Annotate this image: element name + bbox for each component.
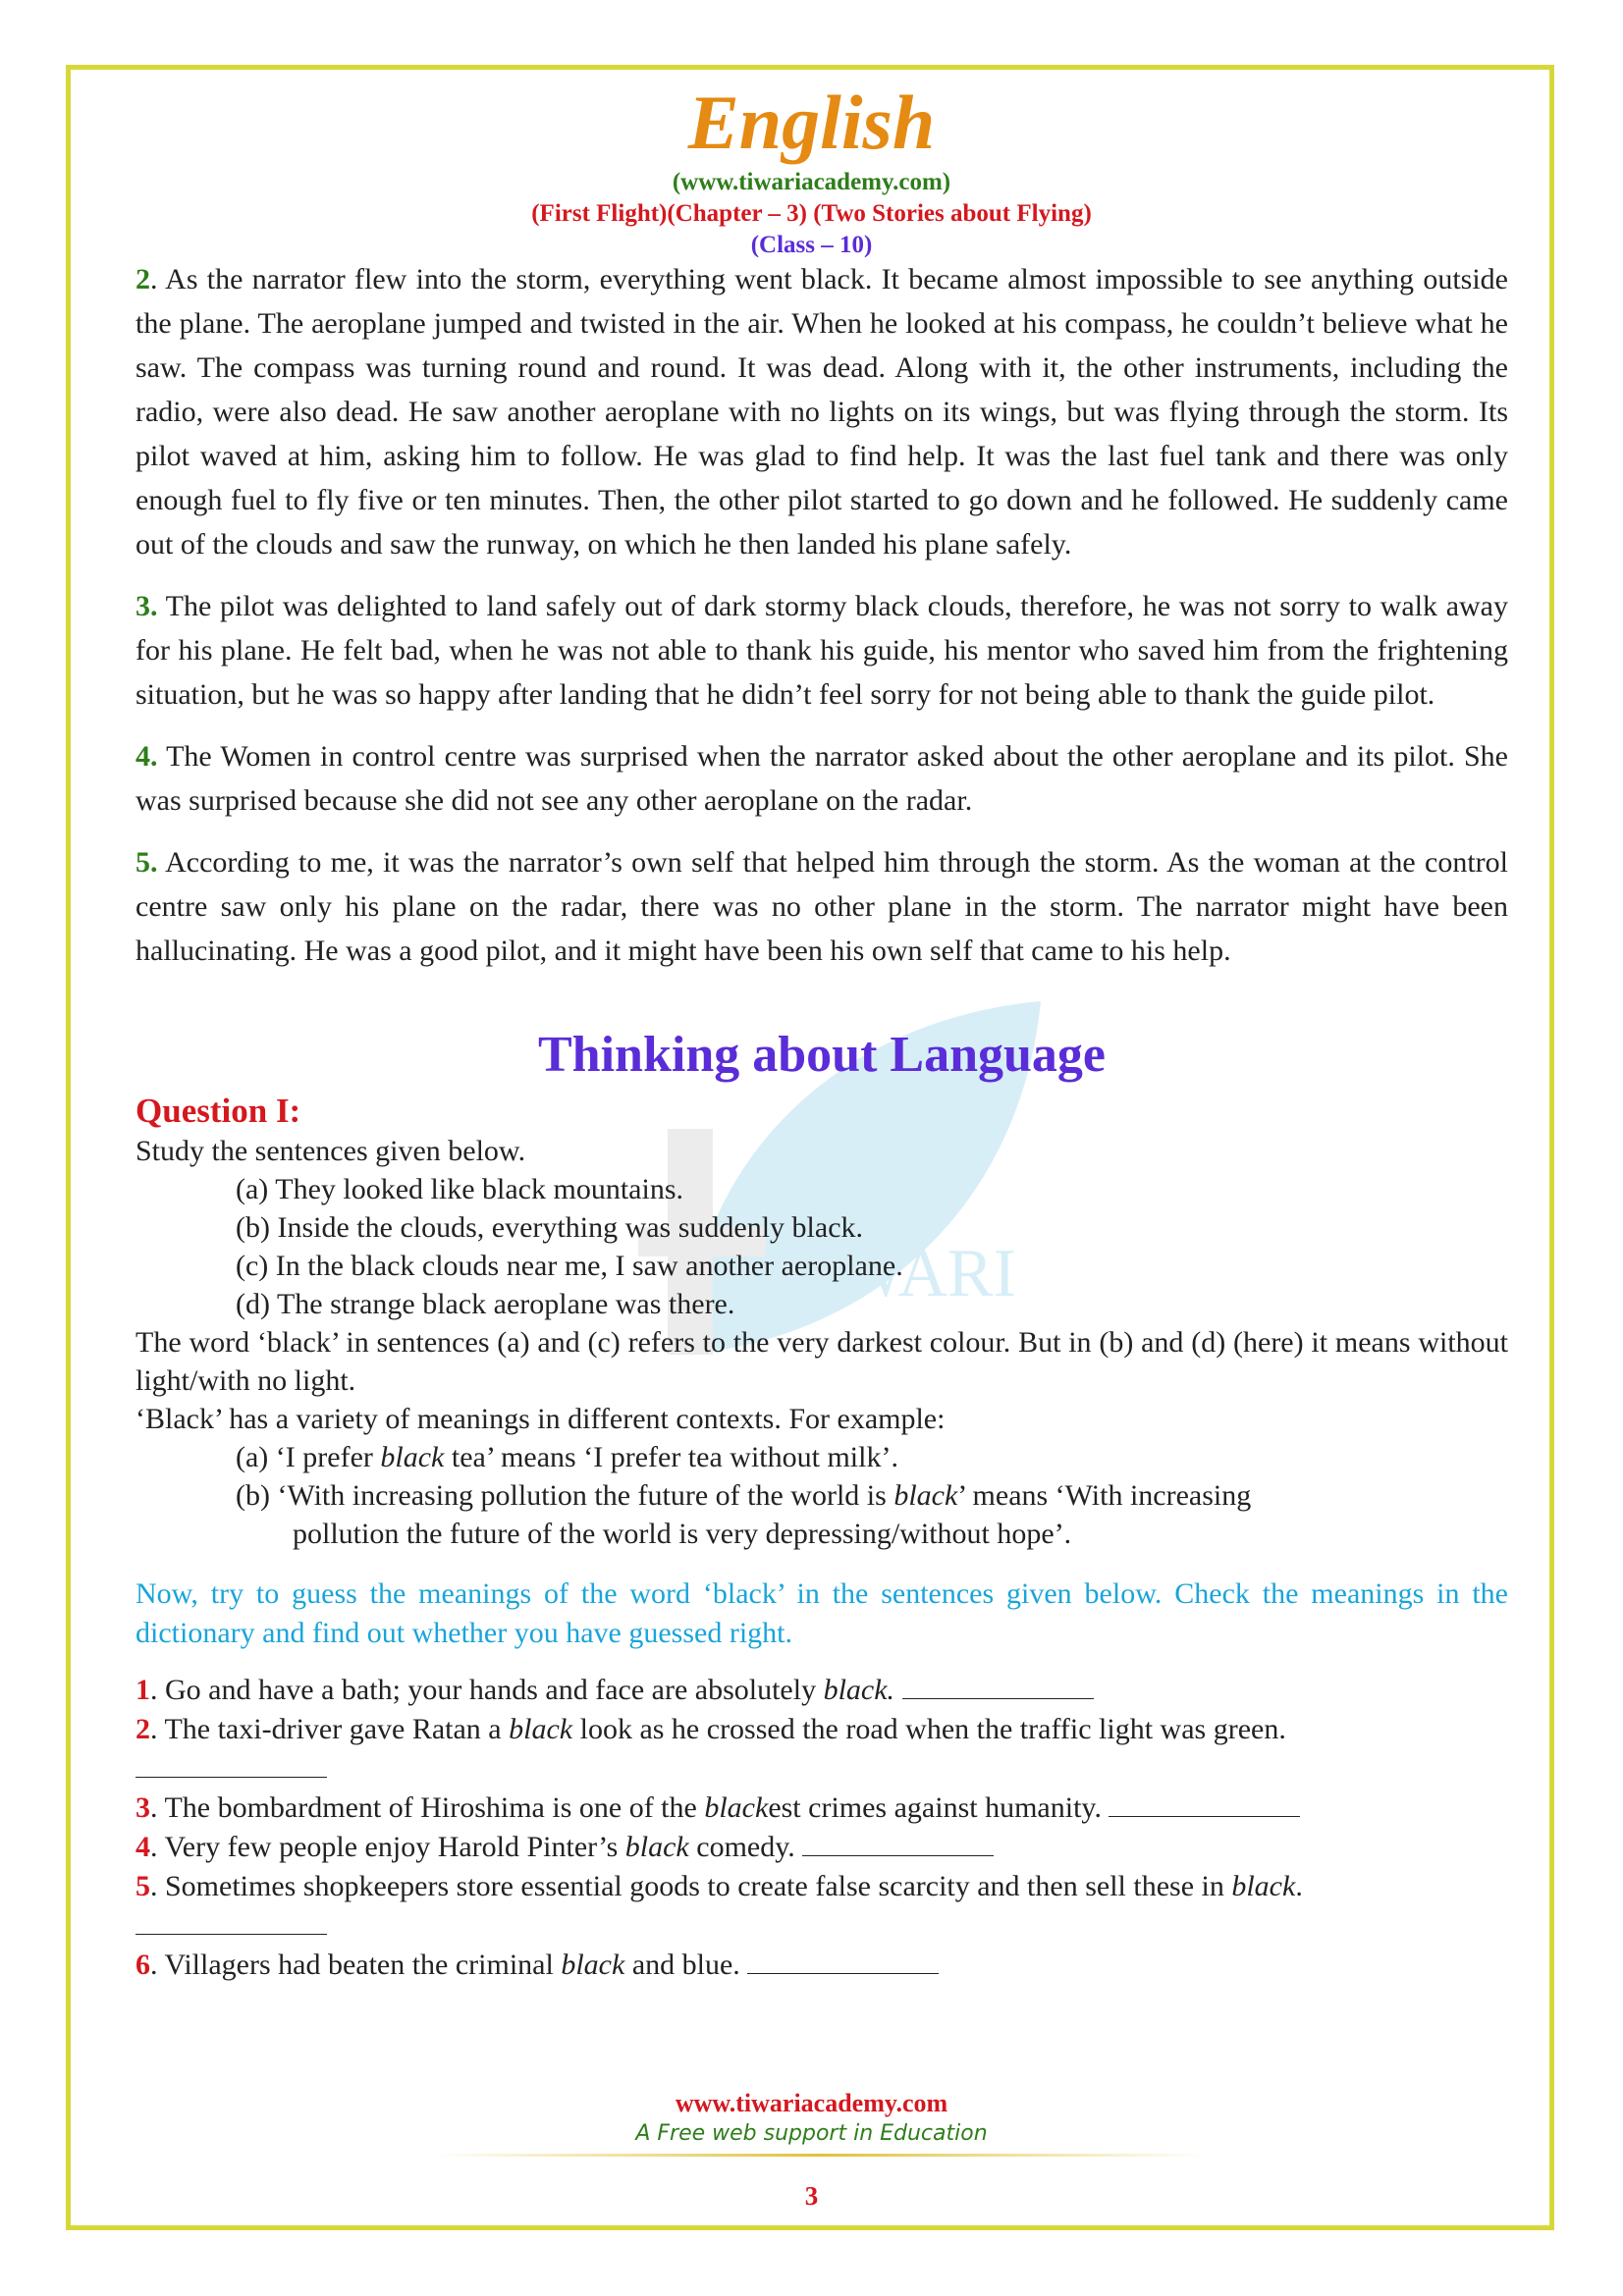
answer-blank[interactable]	[135, 1906, 327, 1935]
answer-number: 2	[135, 263, 150, 295]
question-title: Question I:	[135, 1092, 301, 1130]
answer-text: The Women in control centre was surprised when the narrator asked about the other aeroplane and its pilot. She was surprised because she did not see any other aeroplane on the radar.	[135, 740, 1508, 817]
answer-blank[interactable]	[802, 1828, 994, 1856]
page-footer	[0, 2088, 1623, 2149]
explanation-text: The word ‘black’ in sentences (a) and (c) refers to the very darkest colour. But in (b) and (d) (here) it means without light/with no light.	[135, 1326, 1508, 1397]
variety-intro: ‘Black’ has a variety of meanings in different contexts. For example:	[135, 1403, 946, 1435]
answer-text: The pilot was delighted to land safely out of dark stormy black clouds, therefore, he was not sorry to walk away for his plane. He felt bad, when he was not able to thank his guide, his mentor who saved him from the frightening situation, but he was so happy after landing that he didn’t feel sorry for not being able to thank the guide pilot.	[135, 590, 1508, 711]
header-site-link[interactable]: (www.tiwariacademy.com)	[672, 169, 951, 195]
answer-text: According to me, it was the narrator’s own self that helped him through the storm. As the woman at the control centre saw only his plane on the radar, there was no other plane in the storm. The narrator might have been hallucinating. He was a good pilot, and it might have been his own self that came to his help.	[135, 846, 1508, 967]
answer-paragraph	[135, 257, 1508, 566]
answer-blank[interactable]	[902, 1671, 1094, 1699]
example-b: (b) ‘With increasing pollution the future of the world is black’ means ‘With increasing pollution the future of the world is very depressing/without hope’.	[236, 1479, 1252, 1550]
answer-blank[interactable]	[135, 1749, 327, 1778]
class-label: (Class – 10)	[750, 232, 873, 258]
footer-divider	[432, 2154, 1208, 2157]
section-title: Thinking about Language	[537, 1027, 1107, 1083]
answer-paragraph	[135, 734, 1508, 823]
answer-blank[interactable]	[1109, 1789, 1300, 1817]
study-sentence: (d) The strange black aeroplane was there.	[236, 1288, 735, 1320]
study-sentence: (b) Inside the clouds, everything was suddenly black.	[236, 1211, 864, 1244]
page-content	[135, 257, 1508, 1985]
answer-paragraph	[135, 840, 1508, 973]
instruction-text: Now, try to guess the meanings of the word ‘black’ in the sentences given below. Check the meanings in the dictionary and find out whether you have guessed right.	[135, 1577, 1508, 1649]
study-sentence: (a) They looked like black mountains.	[236, 1173, 683, 1205]
study-sentence: (c) In the black clouds near me, I saw another aeroplane.	[236, 1250, 903, 1282]
chapter-label: (First Flight)(Chapter – 3) (Two Stories about Flying)	[531, 200, 1092, 227]
example-a: (a) ‘I prefer black tea’ means ‘I prefer tea without milk’.	[236, 1441, 898, 1473]
footer-tagline: A Free web support in Education	[635, 2121, 988, 2146]
page-title: English	[687, 80, 936, 165]
page-header	[0, 79, 1623, 261]
watermark-text: TIWARI	[776, 1236, 1016, 1311]
answer-number: 3.	[135, 590, 158, 622]
answer-blank[interactable]	[747, 1946, 939, 1974]
answer-number: 5.	[135, 846, 158, 879]
exercise-item: 5. Sometimes shopkeepers store essential goods to create false scarcity and then sell these in black.	[135, 1867, 1508, 1946]
exercise-item: 2. The taxi-driver gave Ratan a black look as he crossed the road when the traffic light was green.	[135, 1710, 1508, 1789]
page-number: 3	[804, 2181, 819, 2211]
exercise-item: 1. Go and have a bath; your hands and face are absolutely black.	[135, 1671, 1508, 1710]
exercise-item: 3. The bombardment of Hiroshima is one of the blackest crimes against humanity.	[135, 1789, 1508, 1828]
footer-site-link[interactable]: www.tiwariacademy.com	[675, 2089, 948, 2117]
exercise-item: 6. Villagers had beaten the criminal black and blue.	[135, 1946, 1508, 1985]
exercise-item: 4. Very few people enjoy Harold Pinter’s black comedy.	[135, 1828, 1508, 1867]
answer-paragraph	[135, 584, 1508, 717]
answer-text: . As the narrator flew into the storm, everything went black. It became almost impossible to see anything outside the plane. The aeroplane jumped and twisted in the air. When he looked at his compass, he couldn’t believe what he saw. The compass was turning round and round. It was dead. Along with it, the other instruments, including the radio, were also dead. He saw another aeroplane with no lights on its wings, but was flying through the storm. Its pilot waved at him, asking him to follow. He was glad to find help. It was the last fuel tank and there was only enough fuel to fly five or ten minutes. Then, the other pilot started to go down and he followed. He suddenly came out of the clouds and saw the runway, on which he then landed his plane safely.	[135, 263, 1508, 561]
study-intro: Study the sentences given below.	[135, 1135, 526, 1167]
answer-number: 4.	[135, 740, 158, 773]
